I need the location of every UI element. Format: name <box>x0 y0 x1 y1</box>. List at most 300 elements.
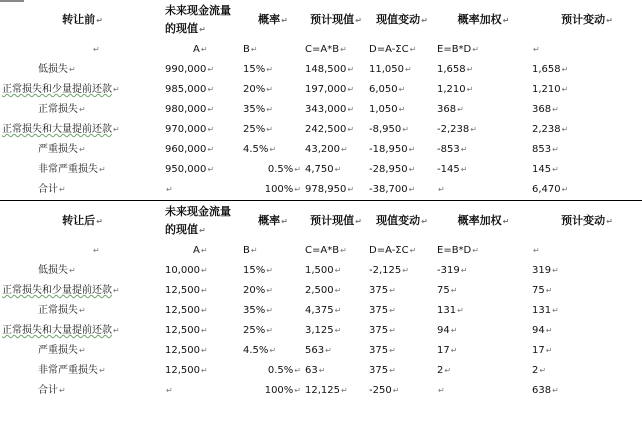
paragraph-mark-icon: ↵ <box>334 266 342 275</box>
value-cell <box>303 321 367 341</box>
paragraph-mark-icon: ↵ <box>347 185 355 194</box>
header-cell-text: 预计现值 <box>310 213 355 227</box>
formula-cell-text: B <box>243 245 250 256</box>
value-cell-text: 950,000 <box>165 164 207 175</box>
paragraph-mark-icon: ↵ <box>606 15 613 25</box>
value-cell-text: 638 <box>532 385 552 396</box>
value-cell-text: -319 <box>437 265 460 276</box>
value-cell-text: 17 <box>437 345 450 356</box>
header-cell-text: 概率 <box>258 213 281 227</box>
value-cell <box>435 160 530 180</box>
value-cell <box>435 140 530 160</box>
paragraph-mark-icon: ↵ <box>201 346 208 355</box>
paragraph-mark-icon: ↵ <box>450 326 458 335</box>
value-cell-text: 35% <box>243 104 266 115</box>
paragraph-mark-icon: ↵ <box>201 306 208 315</box>
value-cell-text: 94 <box>532 325 545 336</box>
paragraph-mark-icon: ↵ <box>59 386 66 395</box>
row-label-text: 低损失 <box>38 265 68 276</box>
row-label <box>0 100 163 120</box>
value-cell <box>303 341 367 361</box>
paragraph-mark-icon: ↵ <box>207 125 215 134</box>
value-cell-text: 12,500 <box>165 345 200 356</box>
paragraph-mark-icon: ↵ <box>96 15 103 25</box>
header-cell-text: 转让前 <box>62 12 96 26</box>
value-cell <box>241 180 303 201</box>
table-row <box>0 301 642 321</box>
value-cell-text: 1,210 <box>532 84 561 95</box>
paragraph-mark-icon: ↵ <box>334 326 342 335</box>
paragraph-mark-icon: ↵ <box>266 125 273 134</box>
paragraph-mark-icon: ↵ <box>398 85 406 94</box>
value-cell-text: 0.5% <box>267 164 294 175</box>
paragraph-mark-icon: ↵ <box>460 266 468 275</box>
paragraph-mark-icon: ↵ <box>389 346 396 355</box>
formula-cell <box>163 241 241 261</box>
value-cell <box>367 80 435 100</box>
paragraph-mark-icon: ↵ <box>266 286 273 295</box>
value-cell-text: 100% <box>264 184 294 195</box>
value-cell <box>530 261 642 281</box>
paragraph-mark-icon: ↵ <box>207 65 215 74</box>
value-cell <box>367 180 435 201</box>
row-label <box>0 80 163 100</box>
value-cell <box>303 361 367 381</box>
value-cell <box>367 120 435 140</box>
value-cell <box>435 381 530 401</box>
value-cell-text: 75 <box>532 285 545 296</box>
paragraph-mark-icon: ↵ <box>200 45 208 54</box>
paragraph-mark-icon: ↵ <box>457 105 464 114</box>
paragraph-mark-icon: ↵ <box>552 145 559 154</box>
value-cell <box>163 180 241 201</box>
value-cell-text: 563 <box>305 345 325 356</box>
table-row <box>0 341 642 361</box>
paragraph-mark-icon: ↵ <box>199 225 206 235</box>
value-cell <box>435 281 530 301</box>
paragraph-mark-icon: ↵ <box>281 15 288 25</box>
value-cell <box>303 180 367 201</box>
header-cell-text: 未来现金流量的现值 <box>165 3 231 35</box>
value-cell-text: 25% <box>243 325 266 336</box>
header-cell <box>530 0 642 40</box>
value-cell-text: 148,500 <box>305 64 347 75</box>
paragraph-mark-icon: ↵ <box>207 105 215 114</box>
formula-cell <box>303 40 367 60</box>
value-cell-text: 4.5% <box>243 144 269 155</box>
paragraph-mark-icon: ↵ <box>606 216 613 226</box>
value-cell <box>303 381 367 401</box>
value-cell-text: 35% <box>243 305 266 316</box>
paragraph-mark-icon: ↵ <box>113 85 120 94</box>
value-cell <box>303 60 367 80</box>
value-cell-text: -250 <box>369 385 392 396</box>
paragraph-mark-icon: ↵ <box>250 246 258 255</box>
header-cell <box>435 0 530 40</box>
value-cell <box>435 321 530 341</box>
paragraph-mark-icon: ↵ <box>389 366 396 375</box>
paragraph-mark-icon: ↵ <box>340 246 347 255</box>
value-cell <box>367 281 435 301</box>
row-label <box>0 341 163 361</box>
formula-cell-text: A <box>193 44 200 55</box>
paragraph-mark-icon: ↵ <box>166 386 173 395</box>
value-cell <box>367 261 435 281</box>
paragraph-mark-icon: ↵ <box>266 65 273 74</box>
paragraph-mark-icon: ↵ <box>201 286 208 295</box>
paragraph-mark-icon: ↵ <box>318 366 326 375</box>
value-cell <box>367 361 435 381</box>
formula-row <box>0 241 642 261</box>
header-cell-text: 概率加权 <box>457 213 502 227</box>
value-cell-text: -2,238 <box>437 124 470 135</box>
value-cell-text: 6,470 <box>532 184 561 195</box>
formula-cell <box>530 40 642 60</box>
value-cell <box>367 60 435 80</box>
value-cell-text: 970,000 <box>165 124 207 135</box>
paragraph-mark-icon: ↵ <box>460 165 468 174</box>
value-cell <box>367 381 435 401</box>
value-cell-text: 2,238 <box>532 124 561 135</box>
paragraph-mark-icon: ↵ <box>460 145 468 154</box>
paragraph-mark-icon: ↵ <box>466 65 474 74</box>
row-label <box>0 60 163 80</box>
value-cell-text: 375 <box>369 325 389 336</box>
value-cell-text: -38,700 <box>369 184 408 195</box>
value-cell <box>163 301 241 321</box>
row-label <box>0 180 163 201</box>
value-cell <box>303 80 367 100</box>
paragraph-mark-icon: ↵ <box>347 105 355 114</box>
value-cell <box>163 381 241 401</box>
formula-cell <box>163 40 241 60</box>
value-cell <box>530 80 642 100</box>
value-cell-text: 4,750 <box>305 164 334 175</box>
value-cell-text: 3,125 <box>305 325 334 336</box>
value-cell-text: 343,000 <box>305 104 347 115</box>
value-cell <box>530 301 642 321</box>
row-label-text: 合计 <box>38 385 58 396</box>
value-cell-text: 12,500 <box>165 285 200 296</box>
value-cell-text: 20% <box>243 285 266 296</box>
total-row <box>0 381 642 401</box>
table-row <box>0 100 642 120</box>
formula-cell <box>530 241 642 261</box>
value-cell-text: 980,000 <box>165 104 207 115</box>
value-cell <box>530 60 642 80</box>
paragraph-mark-icon: ↵ <box>347 125 355 134</box>
table-row <box>0 140 642 160</box>
paragraph-mark-icon: ↵ <box>113 286 120 295</box>
value-cell-text: 990,000 <box>165 64 207 75</box>
value-cell-text: -18,950 <box>369 144 408 155</box>
paragraph-mark-icon: ↵ <box>340 45 347 54</box>
value-cell <box>303 160 367 180</box>
formula-cell <box>303 241 367 261</box>
paragraph-mark-icon: ↵ <box>561 125 569 134</box>
paragraph-mark-icon: ↵ <box>266 306 273 315</box>
value-cell <box>241 321 303 341</box>
header-cell <box>241 0 303 40</box>
value-cell <box>530 140 642 160</box>
value-cell-text: 2,500 <box>305 285 334 296</box>
paragraph-mark-icon: ↵ <box>502 15 510 25</box>
value-cell <box>530 381 642 401</box>
paragraph-mark-icon: ↵ <box>266 105 273 114</box>
paragraph-mark-icon: ↵ <box>69 266 76 275</box>
value-cell-text: 375 <box>369 285 389 296</box>
header-cell <box>303 201 367 242</box>
paragraph-mark-icon: ↵ <box>99 165 106 174</box>
paragraph-mark-icon: ↵ <box>99 366 106 375</box>
row-label-text: 正常损失和少量提前还款 <box>2 285 112 296</box>
paragraph-mark-icon: ↵ <box>552 386 559 395</box>
paragraph-mark-icon: ↵ <box>207 165 215 174</box>
header-cell <box>303 0 367 40</box>
value-cell <box>163 60 241 80</box>
paragraph-mark-icon: ↵ <box>408 165 416 174</box>
paragraph-mark-icon: ↵ <box>545 286 553 295</box>
header-cell <box>435 201 530 242</box>
value-cell <box>163 120 241 140</box>
header-row <box>0 0 642 40</box>
value-cell-text: 1,658 <box>437 64 466 75</box>
table-row <box>0 60 642 80</box>
paragraph-mark-icon: ↵ <box>294 386 301 395</box>
formula-cell-text: E=B*D <box>437 245 472 256</box>
row-label <box>0 301 163 321</box>
paragraph-mark-icon: ↵ <box>294 185 301 194</box>
paragraph-mark-icon: ↵ <box>472 45 479 54</box>
value-cell-text: 15% <box>243 265 266 276</box>
header-cell-text: 预计现值 <box>310 12 355 26</box>
value-cell <box>241 281 303 301</box>
table-row <box>0 160 642 180</box>
value-cell-text: 20% <box>243 84 266 95</box>
value-cell-text: 1,210 <box>437 84 466 95</box>
paragraph-mark-icon: ↵ <box>444 366 452 375</box>
paragraph-mark-icon: ↵ <box>533 246 540 255</box>
paragraph-mark-icon: ↵ <box>545 326 553 335</box>
value-cell-text: 853 <box>532 144 552 155</box>
paragraph-mark-icon: ↵ <box>341 386 348 395</box>
value-cell-text: 368 <box>532 104 552 115</box>
paragraph-mark-icon: ↵ <box>93 246 100 255</box>
value-cell <box>530 180 642 201</box>
row-label <box>0 160 163 180</box>
paragraph-mark-icon: ↵ <box>207 145 215 154</box>
value-cell-text: 12,500 <box>165 305 200 316</box>
value-cell <box>241 301 303 321</box>
value-cell <box>303 120 367 140</box>
value-cell-text: 1,658 <box>532 64 561 75</box>
value-cell <box>530 361 642 381</box>
value-cell <box>530 160 642 180</box>
value-cell-text: 25% <box>243 124 266 135</box>
row-label-text: 合计 <box>38 184 58 195</box>
value-cell <box>367 100 435 120</box>
value-cell <box>241 60 303 80</box>
paragraph-mark-icon: ↵ <box>269 346 277 355</box>
paragraph-mark-icon: ↵ <box>200 246 208 255</box>
value-cell <box>241 140 303 160</box>
paragraph-mark-icon: ↵ <box>552 165 559 174</box>
value-cell-text: 4.5% <box>243 345 269 356</box>
value-cell-text: 242,500 <box>305 124 347 135</box>
value-cell-text: -8,950 <box>369 124 402 135</box>
value-cell-text: 1,050 <box>369 104 398 115</box>
value-cell-text: 63 <box>305 365 318 376</box>
value-cell-text: 145 <box>532 164 552 175</box>
paragraph-mark-icon: ↵ <box>402 125 409 134</box>
paragraph-mark-icon: ↵ <box>398 105 406 114</box>
paragraph-mark-icon: ↵ <box>552 105 559 114</box>
row-label-text: 严重损失 <box>38 345 78 356</box>
paragraph-mark-icon: ↵ <box>347 85 355 94</box>
paragraph-mark-icon: ↵ <box>539 366 547 375</box>
formula-cell-text: D=A-ΣC <box>369 245 409 256</box>
paragraph-mark-icon: ↵ <box>341 145 348 154</box>
value-cell <box>530 100 642 120</box>
value-cell-text: 75 <box>437 285 450 296</box>
header-cell <box>367 0 435 40</box>
paragraph-mark-icon: ↵ <box>79 306 86 315</box>
value-cell <box>367 321 435 341</box>
value-cell <box>241 120 303 140</box>
formula-cell <box>435 40 530 60</box>
header-cell <box>163 0 241 40</box>
value-cell <box>241 381 303 401</box>
formula-cell <box>0 241 163 261</box>
paragraph-mark-icon: ↵ <box>409 45 417 54</box>
paragraph-mark-icon: ↵ <box>201 266 208 275</box>
value-cell-text: 131 <box>532 305 552 316</box>
formula-cell-text: A <box>193 245 200 256</box>
value-cell <box>367 140 435 160</box>
paragraph-mark-icon: ↵ <box>199 24 206 34</box>
header-row <box>0 201 642 242</box>
paragraph-mark-icon: ↵ <box>502 216 510 226</box>
paragraph-mark-icon: ↵ <box>266 85 273 94</box>
value-cell <box>530 341 642 361</box>
value-cell <box>435 361 530 381</box>
value-cell-text: -2,125 <box>369 265 402 276</box>
value-cell-text: 375 <box>369 365 389 376</box>
paragraph-mark-icon: ↵ <box>334 286 342 295</box>
value-cell <box>303 100 367 120</box>
table-row <box>0 361 642 381</box>
value-cell <box>241 160 303 180</box>
header-cell <box>241 201 303 242</box>
paragraph-mark-icon: ↵ <box>269 145 277 154</box>
header-cell-text: 未来现金流量的现值 <box>165 204 231 236</box>
paragraph-mark-icon: ↵ <box>408 145 416 154</box>
value-cell <box>241 100 303 120</box>
value-cell-text: 10,000 <box>165 265 200 276</box>
value-cell-text: 100% <box>264 385 294 396</box>
paragraph-mark-icon: ↵ <box>561 185 569 194</box>
value-cell <box>163 321 241 341</box>
value-cell <box>303 281 367 301</box>
value-cell <box>367 160 435 180</box>
paragraph-mark-icon: ↵ <box>450 346 458 355</box>
paragraph-mark-icon: ↵ <box>266 266 273 275</box>
value-cell-text: -145 <box>437 164 460 175</box>
paragraph-mark-icon: ↵ <box>266 326 273 335</box>
value-cell <box>530 120 642 140</box>
formula-cell-text: C=A*B <box>305 245 340 256</box>
value-cell <box>163 160 241 180</box>
paragraph-mark-icon: ↵ <box>438 386 445 395</box>
formula-cell <box>435 241 530 261</box>
header-cell <box>0 0 163 40</box>
value-cell <box>435 180 530 201</box>
value-cell <box>163 341 241 361</box>
paragraph-mark-icon: ↵ <box>389 286 396 295</box>
header-cell <box>530 201 642 242</box>
paragraph-mark-icon: ↵ <box>96 216 103 226</box>
value-cell-text: 15% <box>243 64 266 75</box>
value-cell <box>163 281 241 301</box>
value-cell <box>163 80 241 100</box>
header-cell-text: 概率加权 <box>457 12 502 26</box>
paragraph-mark-icon: ↵ <box>408 185 416 194</box>
value-cell <box>241 341 303 361</box>
value-cell <box>435 100 530 120</box>
value-cell-text: -853 <box>437 144 460 155</box>
paragraph-mark-icon: ↵ <box>294 165 301 174</box>
row-label <box>0 281 163 301</box>
paragraph-mark-icon: ↵ <box>545 346 553 355</box>
row-label-text: 正常损失和大量提前还款 <box>2 124 112 135</box>
formula-cell <box>367 40 435 60</box>
paragraph-mark-icon: ↵ <box>466 85 474 94</box>
value-cell <box>367 341 435 361</box>
header-cell-text: 现值变动 <box>376 213 421 227</box>
table-row <box>0 321 642 341</box>
value-cell-text: 1,500 <box>305 265 334 276</box>
paragraph-mark-icon: ↵ <box>325 346 332 355</box>
header-cell <box>163 201 241 242</box>
paragraph-mark-icon: ↵ <box>552 266 559 275</box>
paragraph-mark-icon: ↵ <box>472 246 479 255</box>
paragraph-mark-icon: ↵ <box>450 286 458 295</box>
paragraph-mark-icon: ↵ <box>79 105 86 114</box>
paragraph-mark-icon: ↵ <box>552 306 559 315</box>
table-row <box>0 120 642 140</box>
paragraph-mark-icon: ↵ <box>281 216 288 226</box>
table-row <box>0 261 642 281</box>
paragraph-mark-icon: ↵ <box>438 185 445 194</box>
formula-cell-text: E=B*D <box>437 44 472 55</box>
formula-cell <box>241 241 303 261</box>
formula-row <box>0 40 642 60</box>
header-cell-text: 转让后 <box>62 213 96 227</box>
paragraph-mark-icon: ↵ <box>389 306 396 315</box>
value-cell <box>163 261 241 281</box>
value-cell-text: -28,950 <box>369 164 408 175</box>
paragraph-mark-icon: ↵ <box>421 216 428 226</box>
paragraph-mark-icon: ↵ <box>402 266 409 275</box>
value-cell-text: 6,050 <box>369 84 398 95</box>
value-cell <box>241 261 303 281</box>
paragraph-mark-icon: ↵ <box>250 45 258 54</box>
value-cell <box>367 301 435 321</box>
paragraph-mark-icon: ↵ <box>347 65 355 74</box>
row-label <box>0 120 163 140</box>
paragraph-mark-icon: ↵ <box>355 15 362 25</box>
paragraph-mark-icon: ↵ <box>201 366 208 375</box>
